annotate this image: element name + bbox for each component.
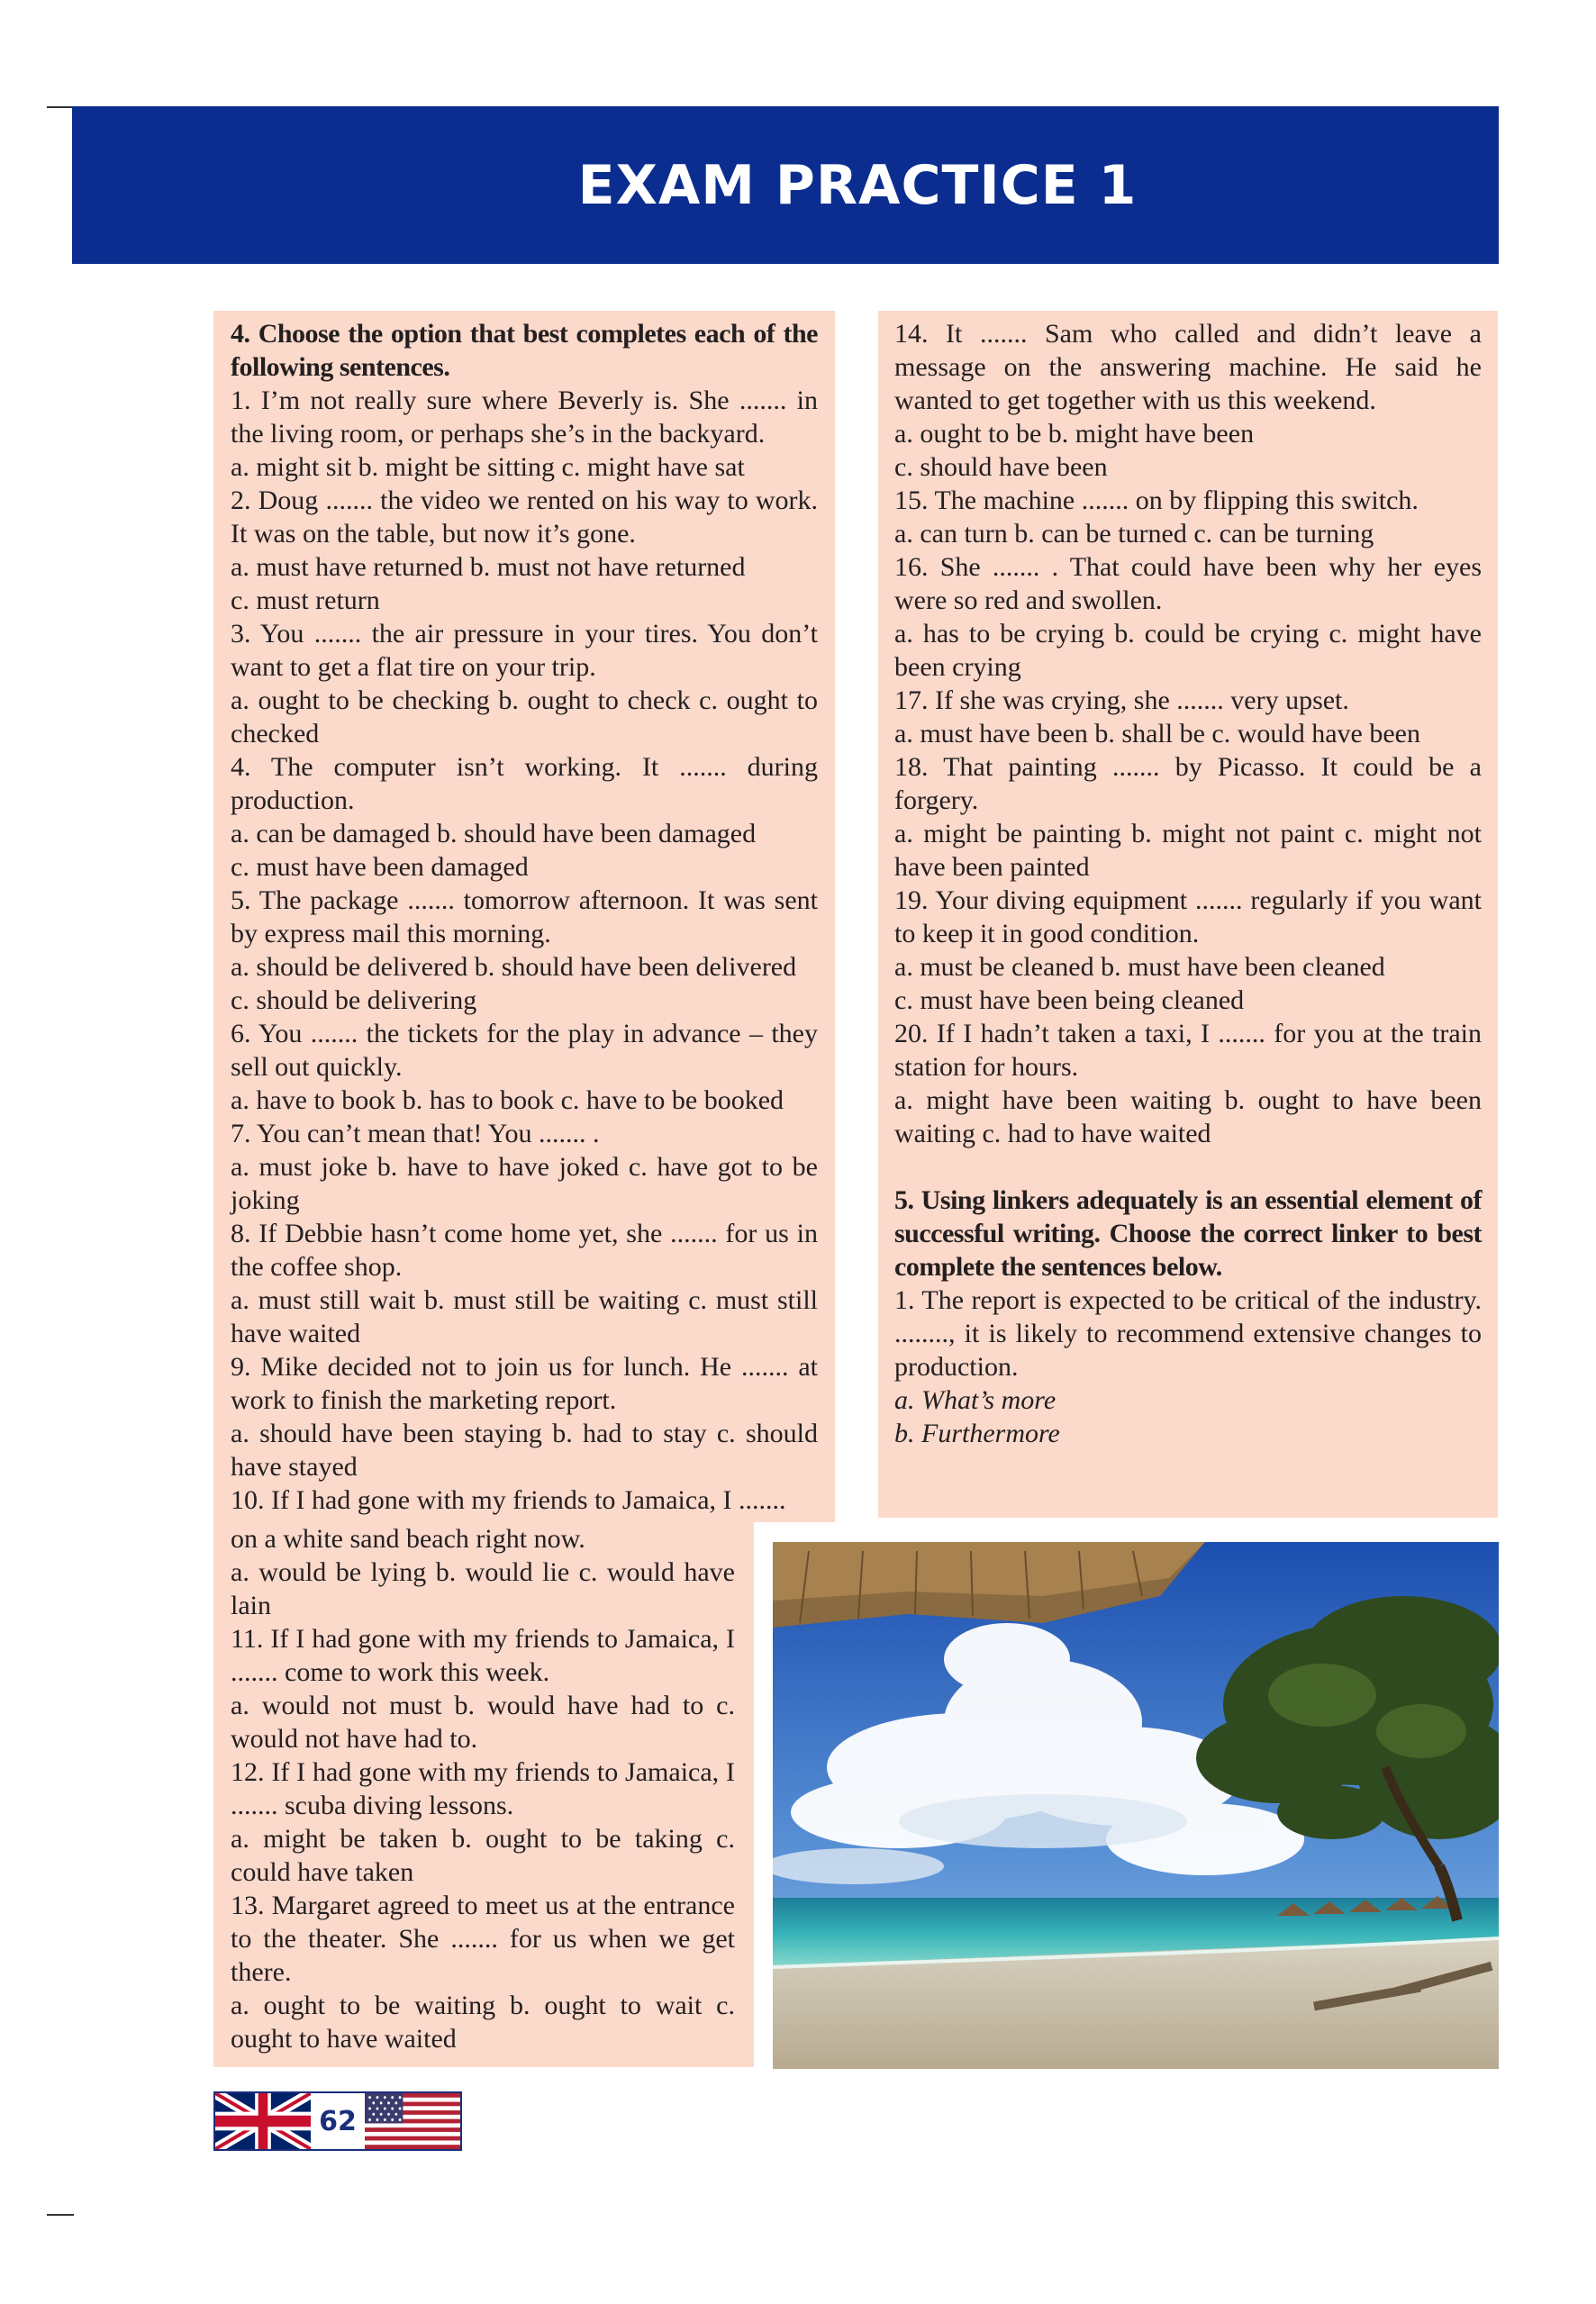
text-line: a. might have been waiting b. ought to have been waiting c. had to have waited: [894, 1085, 1482, 1148]
header-banner: [72, 106, 1499, 264]
text-line: 2. Doug ....... the video we rented on his way to work. It was on the table, but now it’s gone.: [231, 485, 818, 549]
text-line: 6. You ....... the tickets for the play in advance – they sell out quickly.: [231, 1019, 818, 1082]
option-b: b. Furthermore: [894, 1419, 1060, 1448]
crop-mark-top: [47, 106, 74, 108]
text-line: a. should be delivered b. should have been delivered: [231, 952, 797, 982]
text-line: 19. Your diving equipment ....... regularly if you want to keep it in good condition.: [894, 885, 1482, 948]
text-line: a. might be painting b. might not paint c. might not have been painted: [894, 819, 1482, 882]
text-line: 1. I’m not really sure where Beverly is. She ....... in the living room, or perhaps she’s in the backyard.: [231, 386, 818, 449]
us-flag-icon: [365, 2093, 460, 2149]
text-line: a. have to book b. has to book c. have to be booked: [231, 1085, 784, 1115]
text-line: a. might sit b. might be sitting c. might have sat: [231, 452, 745, 482]
left-column-lower: [231, 1522, 735, 2055]
text-line: 18. That painting ....... by Picasso. It could be a forgery.: [894, 752, 1482, 815]
right-column: [894, 317, 1482, 1450]
text-line: c. should have been: [894, 452, 1108, 482]
text-line: c. should be delivering: [231, 985, 477, 1015]
text-line: 3. You ....... the air pressure in your tires. You don’t want to get a flat tire on your trip.: [231, 619, 818, 682]
text-line: 12. If I had gone with my friends to Jamaica, I ....... scuba diving lessons.: [231, 1757, 735, 1820]
text-line: 10. If I had gone with my friends to Jamaica, I .......: [231, 1485, 786, 1515]
text-line: a. would be lying b. would lie c. would have lain: [231, 1557, 735, 1620]
text-line: c. must have been being cleaned: [894, 985, 1245, 1015]
text-line: a. must have been b. shall be c. would have been: [894, 719, 1420, 748]
text-line: 5. The package ....... tomorrow afternoon. It was sent by express mail this morning.: [231, 885, 818, 948]
left-column-upper: [231, 317, 818, 1517]
text-line: 13. Margaret agreed to meet us at the entrance to the theater. She ....... for us when we get there.: [231, 1891, 735, 1987]
text-line: a. can turn b. can be turned c. can be turning: [894, 519, 1374, 549]
text-line: 20. If I hadn’t taken a taxi, I ....... for you at the train station for hours.: [894, 1019, 1482, 1082]
text-line: a. can be damaged b. should have been damaged: [231, 819, 757, 848]
text-line: a. has to be crying b. could be crying c. might have been crying: [894, 619, 1482, 682]
spacer: [894, 1150, 1482, 1184]
text-line: a. ought to be checking b. ought to check c. ought to checked: [231, 685, 818, 748]
text-line: 9. Mike decided not to join us for lunch. He ....... at work to finish the marketing report.: [231, 1352, 818, 1415]
text-line: c. must have been damaged: [231, 852, 529, 882]
text-line: a. would not must b. would have had to c. would not have had to.: [231, 1691, 735, 1754]
text-line: a. should have been staying b. had to stay c. should have stayed: [231, 1419, 818, 1482]
text-line: a. might be taken b. ought to be taking c. could have taken: [231, 1824, 735, 1887]
uk-flag-icon: [215, 2093, 311, 2149]
crop-mark-bottom: [47, 2214, 74, 2216]
page-title: EXAM PRACTICE 1: [577, 153, 1138, 217]
text-line: 17. If she was crying, she ....... very upset.: [894, 685, 1349, 715]
text-line: a. must be cleaned b. must have been cleaned: [894, 952, 1385, 982]
text-line: a. ought to be waiting b. ought to wait c. ought to have waited: [231, 1991, 735, 2054]
text-line: on a white sand beach right now.: [231, 1524, 585, 1554]
page-footer: [213, 2091, 462, 2151]
section-5-heading: 5. Using linkers adequately is an essential element of successful writing. Choose the correct linker to best complete the sentences below.: [894, 1185, 1482, 1282]
section-4-heading: 4. Choose the option that best completes each of the following sentences.: [231, 319, 818, 382]
text-line: a. must joke b. have to have joked c. have got to be joking: [231, 1152, 818, 1215]
text-line: a. must still wait b. must still be waiting c. must still have waited: [231, 1285, 818, 1348]
text-line: 11. If I had gone with my friends to Jamaica, I ....... come to work this week.: [231, 1624, 735, 1687]
text-line: 7. You can’t mean that! You ....... .: [231, 1119, 600, 1148]
page-number: 62: [311, 2093, 365, 2149]
text-line: a. must have returned b. must not have returned: [231, 552, 746, 582]
text-line: 8. If Debbie hasn’t come home yet, she ....... for us in the coffee shop.: [231, 1219, 818, 1282]
text-line: a. ought to be b. might have been: [894, 419, 1255, 449]
text-line: c. must return: [231, 585, 380, 615]
option-a: a. What’s more: [894, 1385, 1056, 1415]
text-line: 15. The machine ....... on by flipping this switch.: [894, 485, 1419, 515]
text-line: 14. It ....... Sam who called and didn’t leave a message on the answering machine. He said he wanted to get together with us this weekend.: [894, 319, 1482, 415]
text-line: 1. The report is expected to be critical of the industry. ........, it is likely to recommend extensive changes to production.: [894, 1285, 1482, 1382]
beach-photo: [773, 1542, 1499, 2069]
text-line: 16. She ....... . That could have been why her eyes were so red and swollen.: [894, 552, 1482, 615]
text-line: 4. The computer isn’t working. It ....... during production.: [231, 752, 818, 815]
